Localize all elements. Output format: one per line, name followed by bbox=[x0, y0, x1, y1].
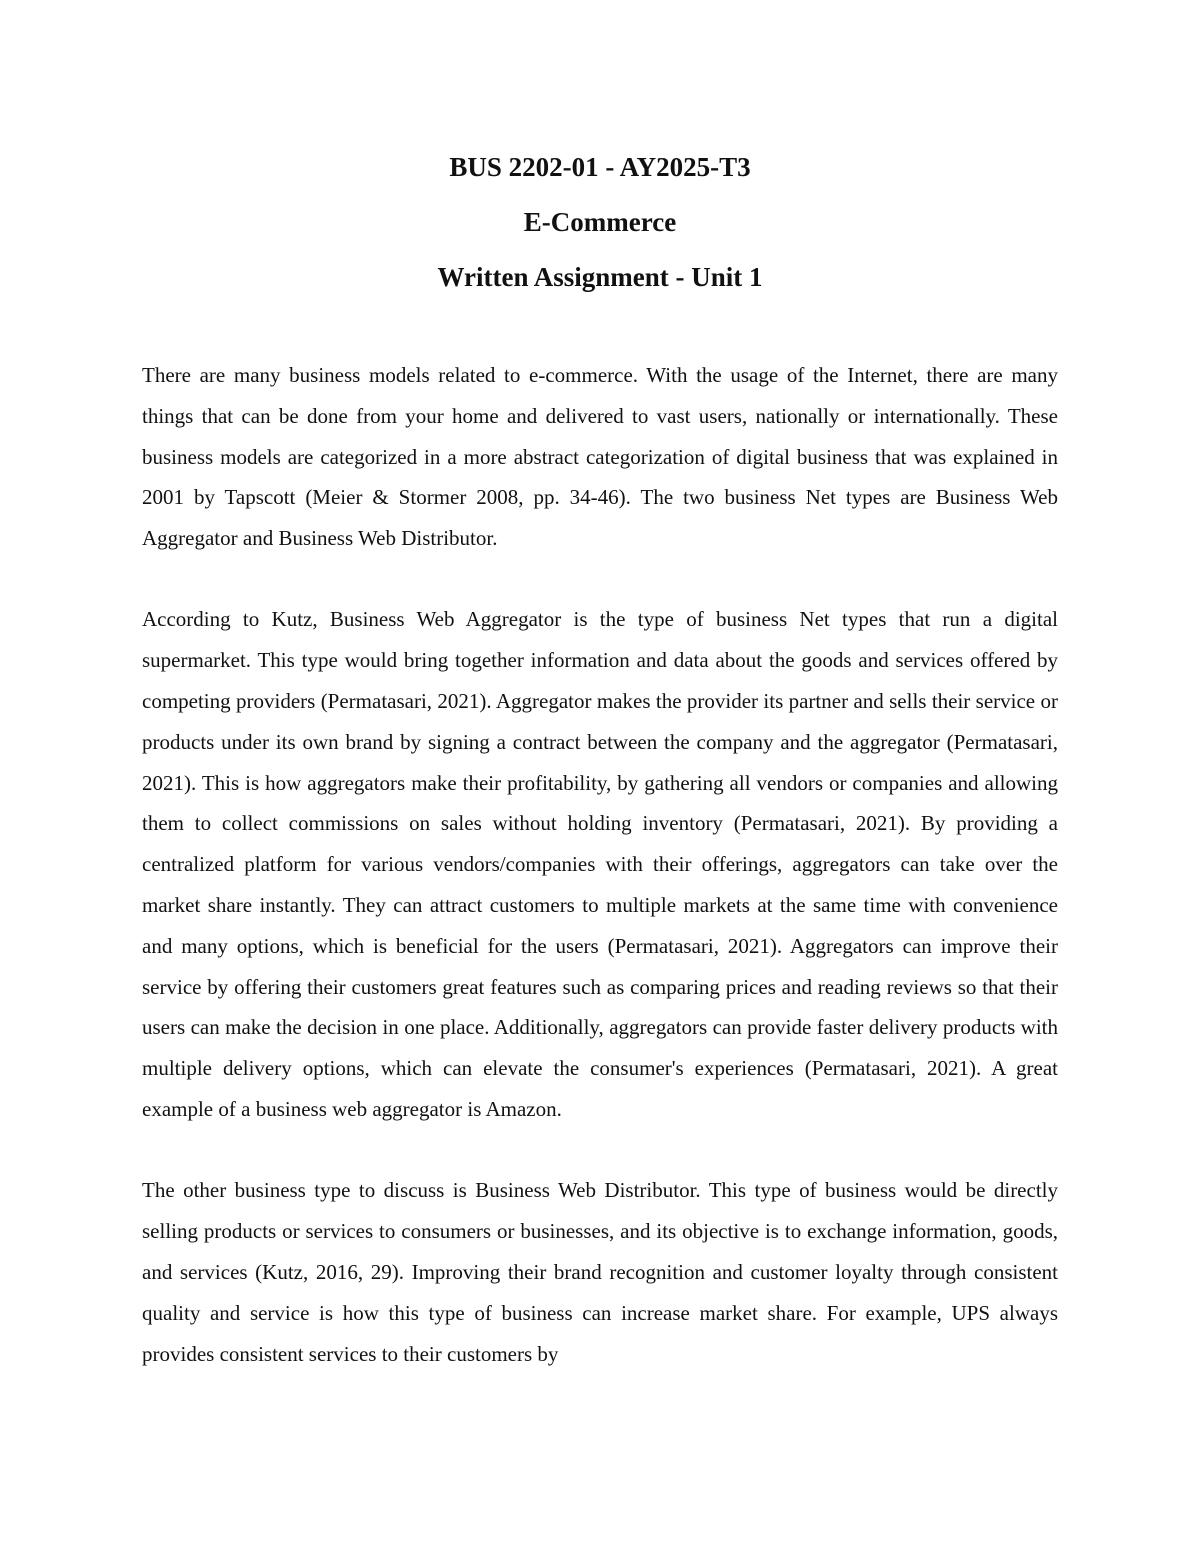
document-title-block bbox=[0, 140, 1200, 305]
course-code-title: BUS 2202-01 - AY2025-T3 bbox=[449, 152, 751, 182]
paragraph-aggregator: According to Kutz, Business Web Aggregator is the type of business Net types that run a digital supermarket. This type would bring together information and data about the goods and services offered by competing providers (Permatasari, 2021). Aggregator makes the provider its partner and sells their service or products under its own brand by signing a contract between the company and the aggregator (Permatasari, 2021). This is how aggregators make their profitability, by gathering all vendors or companies and allowing them to collect commissions on sales without holding inventory (Permatasari, 2021). By providing a centralized platform for various vendors/companies with their offerings, aggregators can take over the market share instantly. They can attract customers to multiple markets at the same time with convenience and many options, which is beneficial for the users (Permatasari, 2021). Aggregators can improve their service by offering their customers great features such as comparing prices and reading reviews so that their users can make the decision in one place. Additionally, aggregators can provide faster delivery products with multiple delivery options, which can elevate the consumer's experiences (Permatasari, 2021). A great example of a business web aggregator is Amazon. bbox=[142, 607, 1058, 1122]
paragraph-distributor: The other business type to discuss is Business Web Distributor. This type of business would be directly selling products or services to consumers or businesses, and its objective is to exchange information, goods, and services (Kutz, 2016, 29). Improving their brand recognition and customer loyalty through consistent quality and service is how this type of business can increase market share. For example, UPS always provides consistent services to their customers by bbox=[142, 1178, 1058, 1366]
assignment-title: Written Assignment - Unit 1 bbox=[437, 262, 763, 292]
document-body bbox=[142, 355, 1058, 1374]
course-name-title: E-Commerce bbox=[523, 207, 677, 237]
paragraph-intro: There are many business models related to e-commerce. With the usage of the Internet, there are many things that can be done from your home and delivered to vast users, nationally or internationally. These business models are categorized in a more abstract categorization of digital business that was explained in 2001 by Tapscott (Meier & Stormer 2008, pp. 34-46). The two business Net types are Business Web Aggregator and Business Web Distributor. bbox=[142, 363, 1058, 551]
